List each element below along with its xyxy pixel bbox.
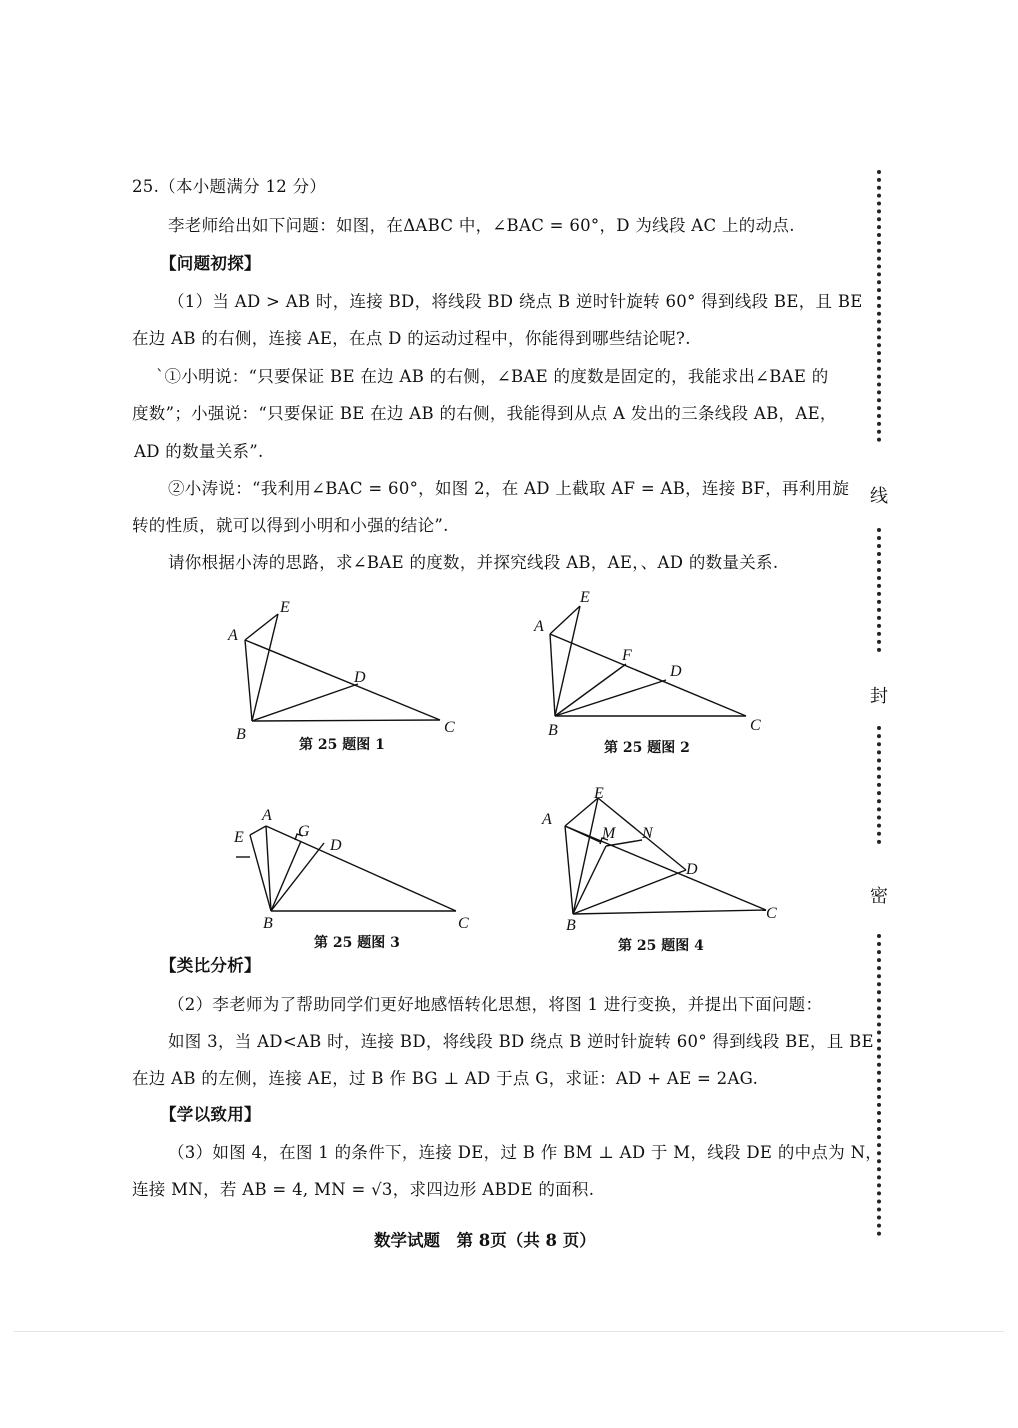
fig1-label-D: D bbox=[354, 669, 366, 686]
fig2-label-E: E bbox=[580, 589, 590, 606]
figure-2 bbox=[530, 586, 770, 739]
figure-3 bbox=[228, 800, 478, 930]
xiaoming-line-1: ˋ①小明说：“只要保证 BE 在边 AB 的右侧，∠BAE 的度数是固定的，我能求出∠BAE 的 bbox=[156, 367, 829, 386]
fig3-label-C: C bbox=[458, 915, 469, 932]
fig4-label-B: B bbox=[566, 917, 576, 934]
question-3-line-2: 连接 MN，若 AB = 4, MN = √3，求四边形 ABDE 的面积. bbox=[132, 1180, 595, 1199]
fig4-label-E: E bbox=[594, 785, 604, 802]
question-2-line-2: 如图 3，当 AD<AB 时，连接 BD，将线段 BD 绕点 B 逆时针旋转 60° 得到线段 BE，且 BE bbox=[168, 1032, 874, 1051]
question-3-line-1: （3）如图 4，在图 1 的条件下，连接 DE，过 B 作 BM ⊥ AD 于 M，线段 DE 的中点为 N， bbox=[168, 1143, 883, 1162]
xiaotao-line-1: ②小涛说：“我利用∠BAC = 60°，如图 2，在 AD 上截取 AF = AB，连接 BF，再利用旋 bbox=[168, 479, 850, 498]
fig2-label-F: F bbox=[622, 647, 632, 664]
fig1-label-A: A bbox=[228, 627, 238, 644]
problem-intro: 李老师给出如下问题：如图，在ΔABC 中，∠BAC = 60°，D 为线段 AC 上的动点. bbox=[168, 216, 795, 235]
fig3-label-G: G bbox=[298, 823, 310, 840]
figure-1-caption: 第 25 题图 1 bbox=[299, 737, 385, 753]
xiaoming-line-3: AD 的数量关系”. bbox=[134, 442, 264, 461]
figure-4-caption: 第 25 题图 4 bbox=[618, 938, 704, 954]
binding-dots-1 bbox=[877, 170, 881, 442]
fig4-label-D: D bbox=[686, 861, 698, 878]
figure-3-caption: 第 25 题图 3 bbox=[314, 935, 400, 951]
fig4-label-A: A bbox=[542, 811, 552, 828]
fig1-label-E: E bbox=[280, 599, 290, 616]
figure-4 bbox=[538, 780, 788, 934]
fig4-label-M: M bbox=[602, 825, 616, 842]
question-1-line-2: 在边 AB 的右侧，连接 AE，在点 D 的运动过程中，你能得到哪些结论呢?. bbox=[132, 329, 691, 348]
figure-2-caption: 第 25 题图 2 bbox=[604, 740, 690, 756]
section-heading-explore: 【问题初探】 bbox=[160, 254, 261, 273]
fig3-label-A: A bbox=[262, 807, 272, 824]
problem-header: 25.（本小题满分 12 分） bbox=[132, 177, 327, 196]
xiaotao-line-2: 转的性质，就可以得到小明和小强的结论”. bbox=[132, 516, 449, 535]
question-1-line-1: （1）当 AD > AB 时，连接 BD，将线段 BD 绕点 B 逆时针旋转 60° 得到线段 BE，且 BE bbox=[168, 292, 863, 311]
task-line: 请你根据小涛的思路，求∠BAE 的度数，并探究线段 AB，AE，、AD 的数量关系. bbox=[168, 553, 779, 572]
fig4-label-C: C bbox=[766, 905, 777, 922]
fig3-label-B: B bbox=[263, 915, 273, 932]
figure-1 bbox=[222, 596, 462, 746]
fig2-label-A: A bbox=[534, 618, 544, 635]
binding-dots-2 bbox=[877, 528, 881, 652]
binding-char-xian: 线 bbox=[870, 486, 888, 507]
question-2-line-1: （2）李老师为了帮助同学们更好地感悟转化思想，将图 1 进行变换，并提出下面问题： bbox=[168, 995, 823, 1014]
fig2-label-B: B bbox=[548, 722, 558, 739]
binding-char-feng: 封 bbox=[870, 686, 888, 707]
question-2-line-3: 在边 AB 的左侧，连接 AE，过 B 作 BG ⊥ AD 于点 G，求证：AD + AE = 2AG. bbox=[132, 1069, 759, 1088]
fig1-label-B: B bbox=[236, 726, 246, 743]
section-heading-analogy: 【类比分析】 bbox=[160, 956, 261, 975]
binding-dots-3 bbox=[877, 726, 881, 844]
fig2-label-C: C bbox=[750, 717, 761, 734]
binding-dots-4 bbox=[877, 934, 881, 1236]
page-footer: 数学试题 第 8页（共 8 页） bbox=[374, 1231, 596, 1250]
fig3-label-D: D bbox=[330, 837, 342, 854]
fig1-label-C: C bbox=[444, 719, 455, 736]
xiaoming-line-2: 度数”；小强说：“只要保证 BE 在边 AB 的右侧，我能得到从点 A 发出的三条线段 AB，AE， bbox=[132, 404, 837, 423]
fig2-label-D: D bbox=[670, 663, 682, 680]
binding-char-mi: 密 bbox=[870, 886, 888, 907]
page-bottom-rule bbox=[14, 1331, 1004, 1332]
section-heading-apply: 【学以致用】 bbox=[160, 1105, 261, 1124]
fig3-label-E: E bbox=[234, 829, 244, 846]
fig4-label-N: N bbox=[642, 825, 653, 842]
